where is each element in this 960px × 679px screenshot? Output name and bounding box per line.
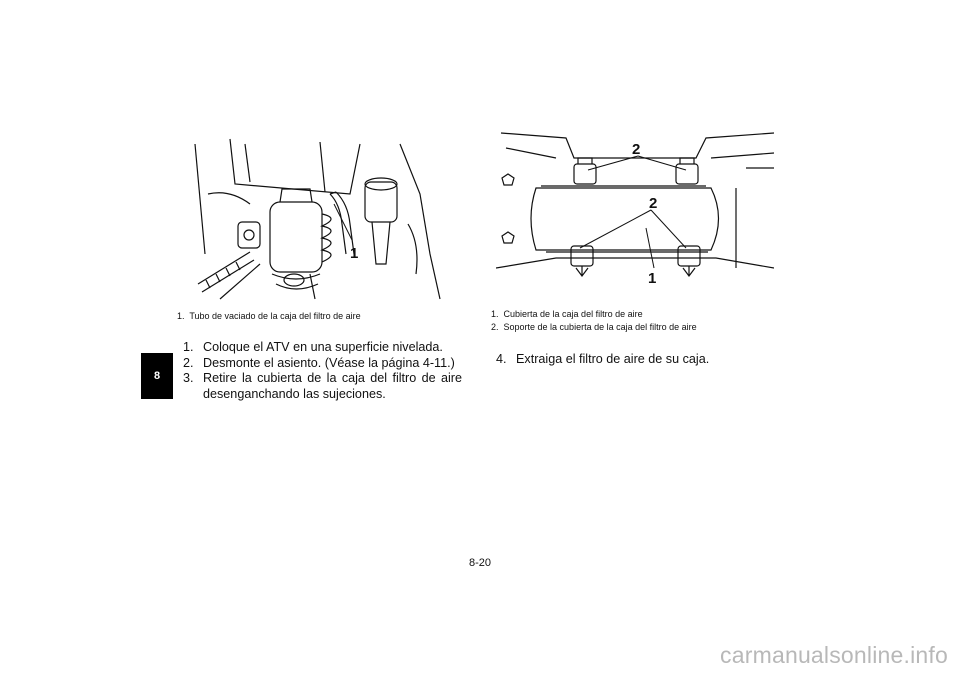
caption-number: 1.: [491, 309, 499, 319]
step-item: [496, 352, 756, 368]
step-text: Retire la cubierta de la caja del filtro de aire desenganchando las sujeciones.: [203, 371, 462, 401]
callout-label: 2: [632, 141, 641, 158]
procedure-steps: [496, 352, 756, 368]
procedure-steps: [183, 340, 462, 402]
step-item: [183, 371, 462, 402]
step-item: [183, 356, 462, 372]
caption-number: 2.: [491, 322, 499, 332]
figure-caption-list: [491, 308, 697, 334]
caption-text: Cubierta de la caja del filtro de aire: [503, 309, 643, 319]
illustration-air-filter-drain-tube: [190, 134, 460, 302]
caption-item: [177, 310, 361, 323]
caption-item: [491, 321, 697, 334]
step-text: Coloque el ATV en una superficie nivelada.: [203, 340, 443, 354]
callout-label: 2: [649, 195, 658, 212]
illustration-air-filter-case-cover: [496, 128, 774, 298]
step-number: 3.: [183, 371, 194, 385]
step-number: 2.: [183, 355, 194, 370]
caption-item: [491, 308, 697, 321]
step-number: 4.: [496, 352, 507, 366]
case-cover-drawing: [496, 128, 774, 298]
callout-label: 1: [648, 270, 657, 287]
figure-caption-list: [177, 310, 361, 323]
watermark: carmanualsonline.info: [720, 642, 948, 668]
chapter-tab: 8: [141, 353, 173, 399]
callout-label: 1: [350, 245, 359, 262]
step-number: 1.: [183, 340, 194, 354]
step-item: [183, 340, 462, 356]
caption-number: 1.: [177, 311, 185, 321]
caption-text: Soporte de la cubierta de la caja del filtro de aire: [503, 322, 697, 332]
page-number: 8-20: [468, 557, 492, 569]
drain-tube-drawing: [190, 134, 460, 302]
step-text: Extraiga el filtro de aire de su caja.: [516, 352, 710, 366]
step-text: Desmonte el asiento. (Véase la página 4-11.): [203, 355, 455, 370]
caption-text: Tubo de vaciado de la caja del filtro de aire: [189, 311, 361, 321]
